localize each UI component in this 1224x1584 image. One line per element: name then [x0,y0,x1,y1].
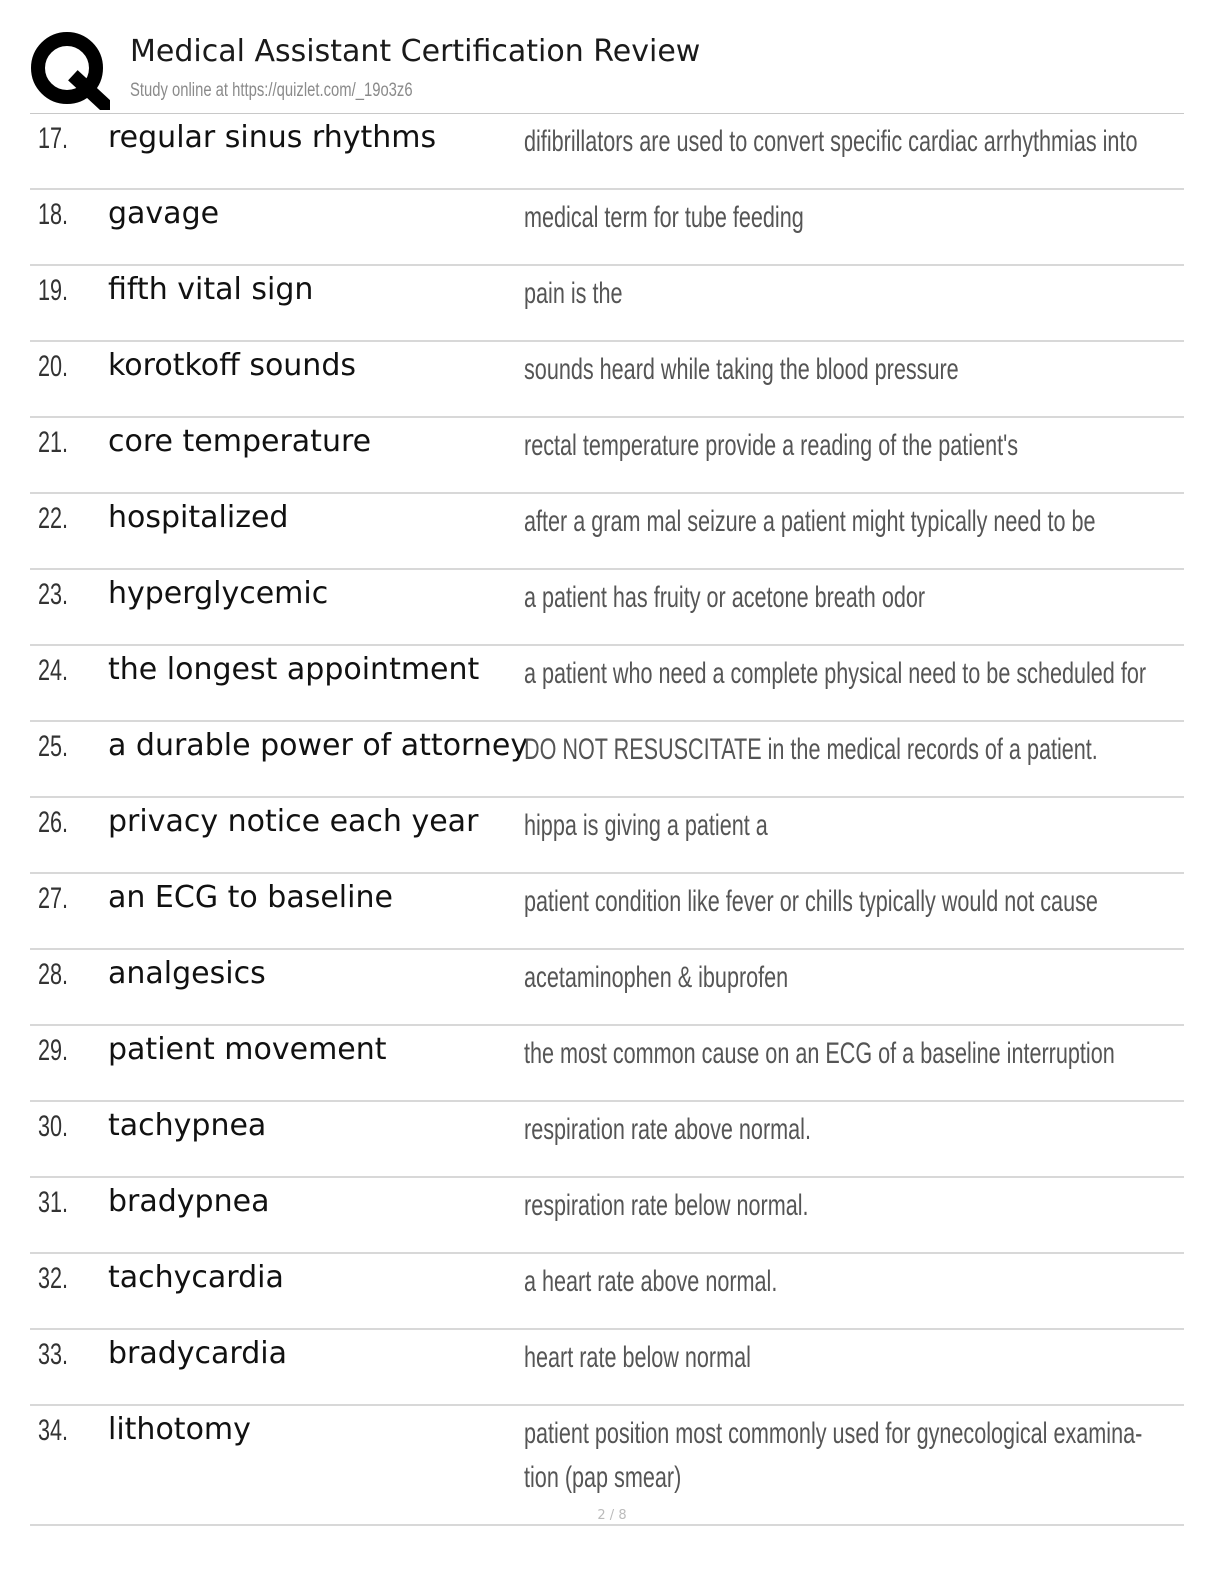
row-number: 20. [38,350,69,383]
row-number: 18. [38,198,69,231]
page-title: Medical Assistant Certification Review [130,34,701,69]
row-number: 17. [38,122,69,155]
term: analgesics [108,956,266,991]
definition: patient condition like fever or chills typically would not cause [524,885,1098,918]
flashcard-row [30,1026,1184,1102]
term: korotkoff sounds [108,348,356,383]
flashcard-row [30,494,1184,570]
row-number: 21. [38,426,69,459]
row-number: 28. [38,958,69,991]
flashcard-row [30,950,1184,1026]
definition: medical term for tube feeding [524,201,804,234]
term: a durable power of attorney [108,728,529,763]
definition: respiration rate below normal. [524,1189,809,1222]
flashcard-row [30,874,1184,950]
term: core temperature [108,424,372,459]
row-number: 32. [38,1262,69,1295]
flashcard-row [30,1102,1184,1178]
term: lithotomy [108,1412,251,1447]
flashcard-row [30,1254,1184,1330]
definition: after a gram mal seizure a patient might typically need to be [524,505,1096,538]
term: patient movement [108,1032,387,1067]
definition: a heart rate above normal. [524,1265,778,1298]
term: regular sinus rhythms [108,120,437,155]
term: hyperglycemic [108,576,329,611]
definition: pain is the [524,277,623,310]
flashcard-row [30,418,1184,494]
row-number: 34. [38,1414,69,1447]
flashcard-row [30,1178,1184,1254]
term: privacy notice each year [108,804,479,839]
row-number: 31. [38,1186,69,1219]
row-number: 26. [38,806,69,839]
term: bradycardia [108,1336,288,1371]
page-number: 2 / 8 [597,1508,627,1523]
row-number: 24. [38,654,69,687]
row-number: 29. [38,1034,69,1067]
row-number: 30. [38,1110,69,1143]
row-number: 25. [38,730,69,763]
flashcard-row [30,646,1184,722]
flashcard-row [30,798,1184,874]
term: tachypnea [108,1108,267,1143]
flashcard-row [30,190,1184,266]
flashcard-row [30,722,1184,798]
page-header [30,28,1190,114]
definition: acetaminophen & ibuprofen [524,961,789,994]
flashcard-list [30,114,1184,1526]
definition: the most common cause on an ECG of a baseline interruption [524,1037,1115,1070]
row-number: 33. [38,1338,69,1371]
term: fifth vital sign [108,272,314,307]
quizlet-q-logo-icon [30,30,110,110]
row-number: 19. [38,274,69,307]
flashcard-row [30,266,1184,342]
flashcard-row [30,114,1184,190]
row-number: 22. [38,502,69,535]
definition: respiration rate above normal. [524,1113,811,1146]
definition: difibrillators are used to convert specific cardiac arrhythmias into [524,125,1138,158]
term: bradypnea [108,1184,270,1219]
term: tachycardia [108,1260,284,1295]
term: gavage [108,196,220,231]
study-online-link[interactable]: Study online at https://quizlet.com/_19o3z6 [130,80,413,101]
definition: rectal temperature provide a reading of the patient's [524,429,1019,462]
row-number: 27. [38,882,69,915]
flashcard-row [30,1330,1184,1406]
row-number: 23. [38,578,69,611]
definition: a patient has fruity or acetone breath odor [524,581,926,614]
flashcard-row [30,570,1184,646]
term: the longest appointment [108,652,480,687]
definition: patient position most commonly used for gynecological examina- tion (pap smear) [524,1417,1143,1494]
definition: heart rate below normal [524,1341,751,1374]
flashcard-row [30,342,1184,418]
definition: DO NOT RESUSCITATE in the medical records of a patient. [524,733,1098,766]
term: an ECG to baseline [108,880,393,915]
term: hospitalized [108,500,289,535]
definition: sounds heard while taking the blood pressure [524,353,959,386]
definition: hippa is giving a patient a [524,809,768,842]
definition: a patient who need a complete physical need to be scheduled for [524,657,1147,690]
